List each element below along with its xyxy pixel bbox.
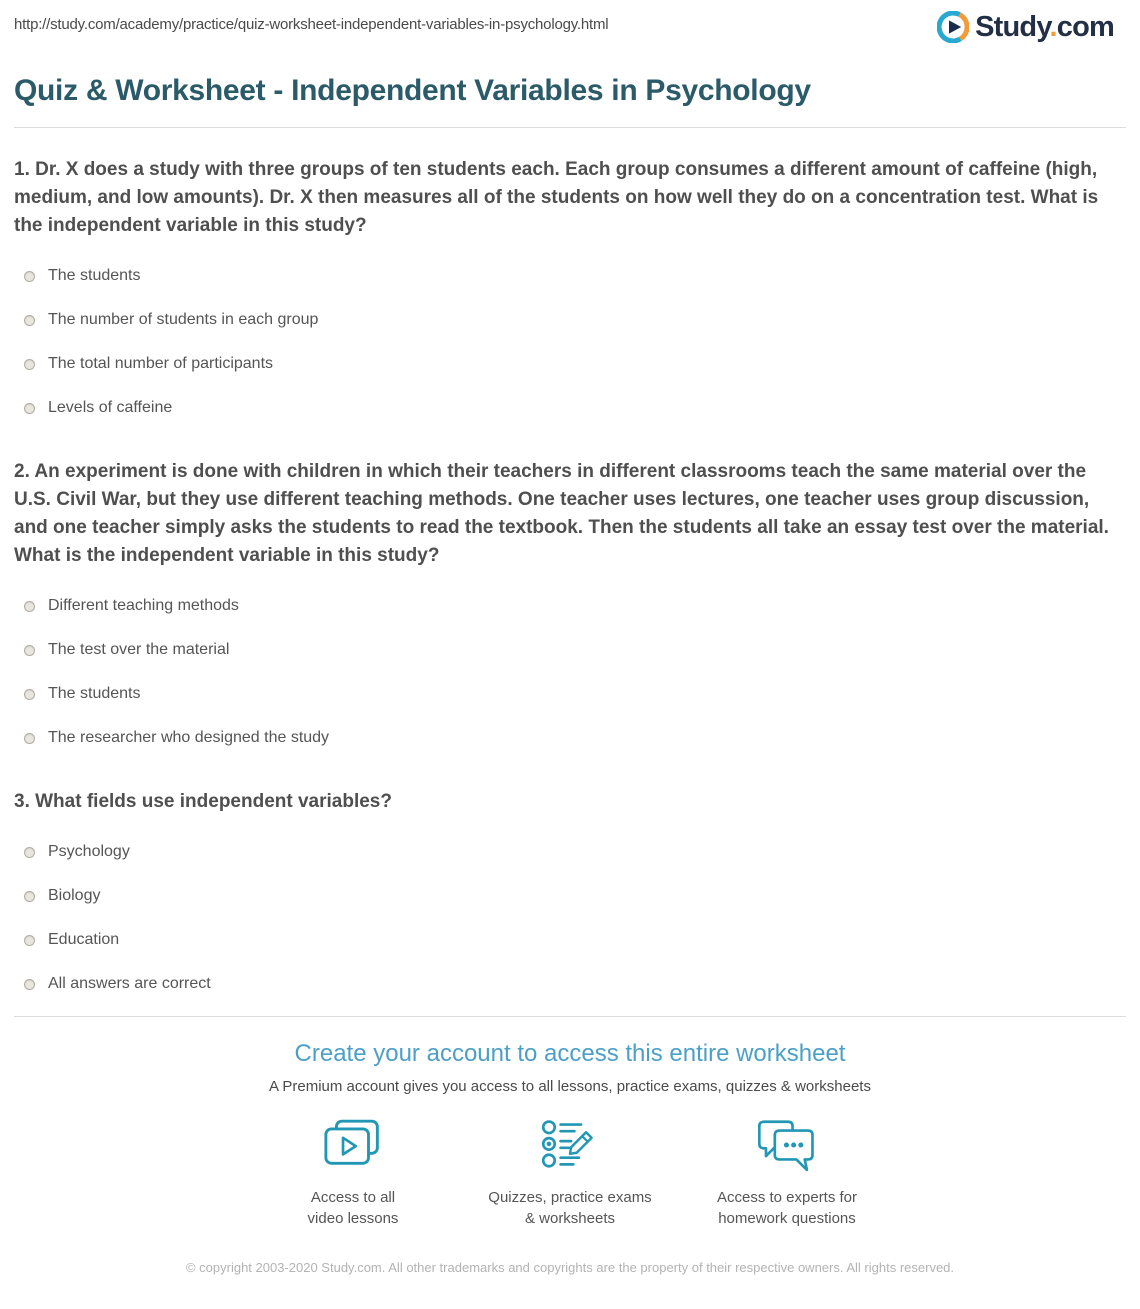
answer-option-label: Psychology (48, 843, 130, 860)
radio-button[interactable] (24, 403, 35, 414)
radio-button[interactable] (24, 645, 35, 656)
answer-option-label: Different teaching methods (48, 597, 239, 614)
answer-option[interactable] (14, 628, 1126, 672)
video-lessons-icon (322, 1160, 384, 1177)
answer-option[interactable] (14, 298, 1126, 342)
answer-option-label: The test over the material (48, 641, 230, 658)
answer-option-label: The number of students in each group (48, 311, 319, 328)
chat-experts-icon (756, 1160, 818, 1177)
copyright-text: © copyright 2003-2020 Study.com. All other trademarks and copyrights are the property of their respective owners. All rights reserved. (185, 1260, 955, 1275)
question-block-2 (14, 458, 1126, 760)
options-list (14, 830, 1126, 1006)
radio-button[interactable] (24, 935, 35, 946)
question-block-1 (14, 156, 1126, 430)
feature-expert-help (679, 1117, 896, 1229)
answer-option[interactable] (14, 342, 1126, 386)
feature-video-lessons (245, 1117, 462, 1229)
answer-option[interactable] (14, 584, 1126, 628)
radio-button[interactable] (24, 315, 35, 326)
features-row (14, 1117, 1126, 1229)
question-text: 2. An experiment is done with children in which their teachers in different classrooms teach the same material over the U.S. Civil War, but they use different teaching methods. One teacher uses lectures, one teacher uses group discussion, and one teacher simply asks the students to read the textbook. Then the students all take an essay test over the material. What is the independent variable in this study? (14, 461, 1109, 566)
answer-option[interactable] (14, 254, 1126, 298)
radio-button[interactable] (24, 733, 35, 744)
feature-label: Access to experts for homework questions (716, 1189, 858, 1227)
radio-button[interactable] (24, 359, 35, 370)
page-title: Quiz & Worksheet - Independent Variables in Psychology (14, 74, 811, 107)
logo-text: Study.com (975, 11, 1114, 43)
answer-option[interactable] (14, 716, 1126, 760)
feature-quizzes-worksheets (462, 1117, 679, 1229)
answer-option-label: The researcher who designed the study (48, 729, 330, 746)
page-header (14, 0, 1126, 43)
quizzes-worksheets-icon (539, 1160, 601, 1177)
radio-button[interactable] (24, 979, 35, 990)
studycom-play-logo-icon (937, 11, 969, 43)
answer-option[interactable] (14, 386, 1126, 430)
answer-option[interactable] (14, 830, 1126, 874)
page-url: http://study.com/academy/practice/quiz-worksheet-independent-variables-in-psychology.html (14, 16, 609, 33)
answer-option-label: The students (48, 685, 141, 702)
options-list (14, 254, 1126, 430)
answer-option[interactable] (14, 962, 1126, 1006)
answer-option[interactable] (14, 918, 1126, 962)
studycom-logo[interactable] (937, 11, 1114, 43)
question-block-3 (14, 788, 1126, 1006)
title-divider (14, 127, 1126, 128)
answer-option-label: The total number of participants (48, 355, 274, 372)
answer-option-label: Levels of caffeine (48, 399, 173, 416)
feature-label: Access to all video lessons (307, 1189, 399, 1227)
question-text: 1. Dr. X does a study with three groups of ten students each. Each group consumes a different amount of caffeine (high, medium, and low amounts). Dr. X then measures all of the students on how well they do on a concentration test. What is the independent variable in this study? (14, 159, 1099, 236)
answer-option-label: Biology (48, 887, 101, 904)
options-list (14, 584, 1126, 760)
cta-section (14, 1017, 1126, 1095)
radio-button[interactable] (24, 891, 35, 902)
radio-button[interactable] (24, 601, 35, 612)
answer-option-label: Education (48, 931, 120, 948)
answer-option-label: All answers are correct (48, 975, 211, 992)
answer-option[interactable] (14, 672, 1126, 716)
answer-option-label: The students (48, 267, 141, 284)
question-text: 3. What fields use independent variables? (14, 791, 392, 812)
cta-title: Create your account to access this entire worksheet (294, 1040, 846, 1067)
radio-button[interactable] (24, 689, 35, 700)
radio-button[interactable] (24, 847, 35, 858)
answer-option[interactable] (14, 874, 1126, 918)
radio-button[interactable] (24, 271, 35, 282)
cta-subtitle: A Premium account gives you access to all lessons, practice exams, quizzes & worksheets (269, 1078, 871, 1095)
feature-label: Quizzes, practice exams & worksheets (488, 1189, 652, 1227)
